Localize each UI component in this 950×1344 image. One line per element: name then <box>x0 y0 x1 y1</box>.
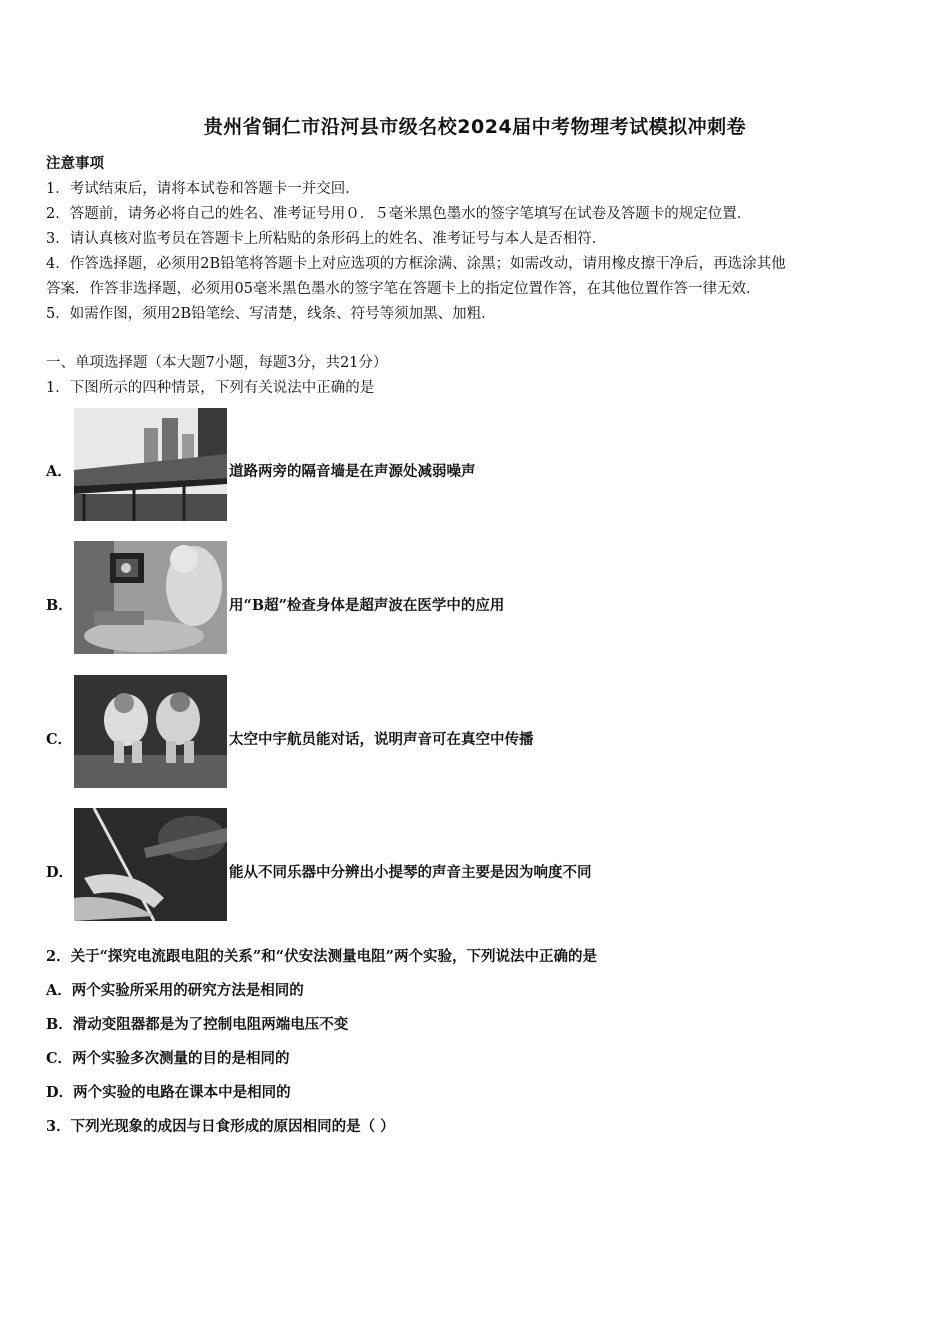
option-a-label: A． <box>46 463 72 480</box>
notice-item: 答案．作答非选择题，必须用05毫米黑色墨水的签字笔在答题卡上的指定位置作答，在其他位置作答一律无效． <box>46 281 761 297</box>
option-a-text: 道路两旁的隔音墙是在声源处减弱噪声 <box>229 463 476 480</box>
astronauts-photo <box>74 675 227 788</box>
notice-heading: 注意事项 <box>46 155 104 172</box>
question-2-option: A．两个实验所采用的研究方法是相同的 <box>46 982 304 999</box>
question-2-option: D．两个实验的电路在课本中是相同的 <box>46 1084 291 1101</box>
section-heading: 一、单项选择题（本大题7小题，每题3分，共21分） <box>46 355 388 371</box>
option-b-label: B． <box>46 597 73 614</box>
notice-item: 3．请认真核对监考员在答题卡上所粘贴的条形码上的姓名、准考证号与本人是否相符． <box>46 231 607 247</box>
option-d-text: 能从不同乐器中分辨出小提琴的声音主要是因为响度不同 <box>229 864 592 881</box>
option-c-label: C． <box>46 731 73 748</box>
option-b-text: 用“B超”检查身体是超声波在医学中的应用 <box>229 597 505 614</box>
question-2-stem: 2．关于“探究电流跟电阻的关系”和“伏安法测量电阻”两个实验，下列说法中正确的是 <box>46 948 597 965</box>
question-1-stem: 1．下图所示的四种情景，下列有关说法中正确的是 <box>46 380 375 396</box>
ultrasound-exam-photo <box>74 541 227 654</box>
document-title: 贵州省铜仁市沿河县市级名校2024届中考物理考试模拟冲刺卷 <box>203 116 747 138</box>
question-2-option: B．滑动变阻器都是为了控制电阻两端电压不变 <box>46 1016 349 1033</box>
notice-item: 5．如需作图，须用2B铅笔绘、写清楚，线条、符号等须加黑、加粗． <box>46 306 496 322</box>
notice-item: 2．答题前，请务必将自己的姓名、准考证号用０．５毫米黑色墨水的签字笔填写在试卷及答题卡的规定位置． <box>46 206 752 222</box>
notice-item: 4．作答选择题，必须用2B铅笔将答题卡上对应选项的方框涂满、涂黑；如需改动，请用橡皮擦干净后，再选涂其他 <box>46 256 786 272</box>
question-3-stem: 3．下列光现象的成因与日食形成的原因相同的是（ ） <box>46 1118 395 1135</box>
noise-barrier-photo <box>74 408 227 521</box>
option-c-text: 太空中宇航员能对话，说明声音可在真空中传播 <box>229 731 534 748</box>
question-2-option: C．两个实验多次测量的目的是相同的 <box>46 1050 290 1067</box>
violin-photo <box>74 808 227 921</box>
notice-item: 1．考试结束后，请将本试卷和答题卡一并交回． <box>46 181 360 197</box>
option-d-label: D． <box>46 864 74 881</box>
